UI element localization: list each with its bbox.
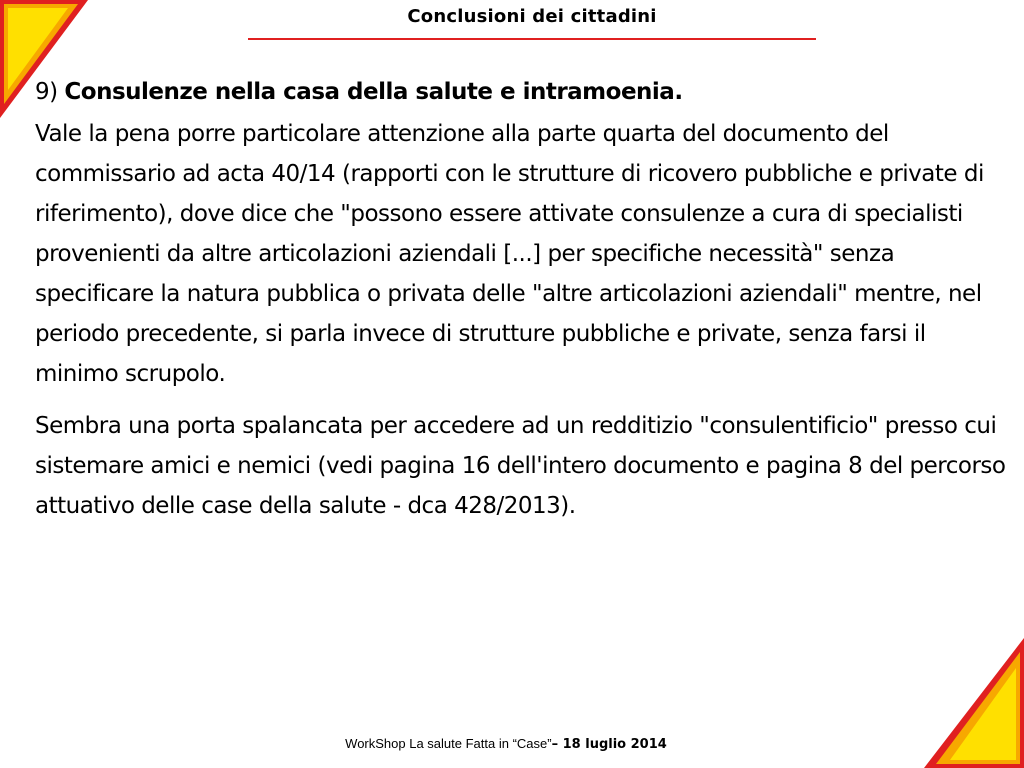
slide-title: Conclusioni dei cittadini: [407, 6, 657, 27]
section-heading: [35, 72, 1010, 112]
footer: [0, 736, 1012, 752]
corner-decoration-bottom-right: [924, 638, 1024, 768]
footer-date: – 18 luglio 2014: [551, 737, 667, 752]
footer-event: WorkShop La salute Fatta in “Case”: [345, 736, 552, 751]
paragraph-1: Vale la pena porre particolare attenzione alla parte quarta del documento del commissario ad acta 40/14 (rapporti con le strutture di ricovero pubbliche e private di riferimento), dove dice che "possono essere attivate consulenze a cura di specialisti provenienti da altre articolazioni aziendali [...] per specifiche necessità" senza specificare la natura pubblica o privata delle "altre articolazioni aziendali" mentre, nel periodo precedente, si parla invece di strutture pubbliche e private, senza farsi il minimo scrupolo.: [35, 121, 984, 387]
section-number: 9): [35, 79, 58, 105]
slide-body: [35, 72, 1010, 526]
paragraph-2: Sembra una porta spalancata per accedere ad un redditizio "consulentificio" presso cui sistemare amici e nemici (vedi pagina 16 dell'intero documento e pagina 8 del percorso attuativo delle case della salute - dca 428/2013).: [35, 413, 1006, 519]
title-underline: [248, 38, 816, 40]
section-title: Consulenze nella casa della salute e intramoenia.: [64, 79, 683, 105]
